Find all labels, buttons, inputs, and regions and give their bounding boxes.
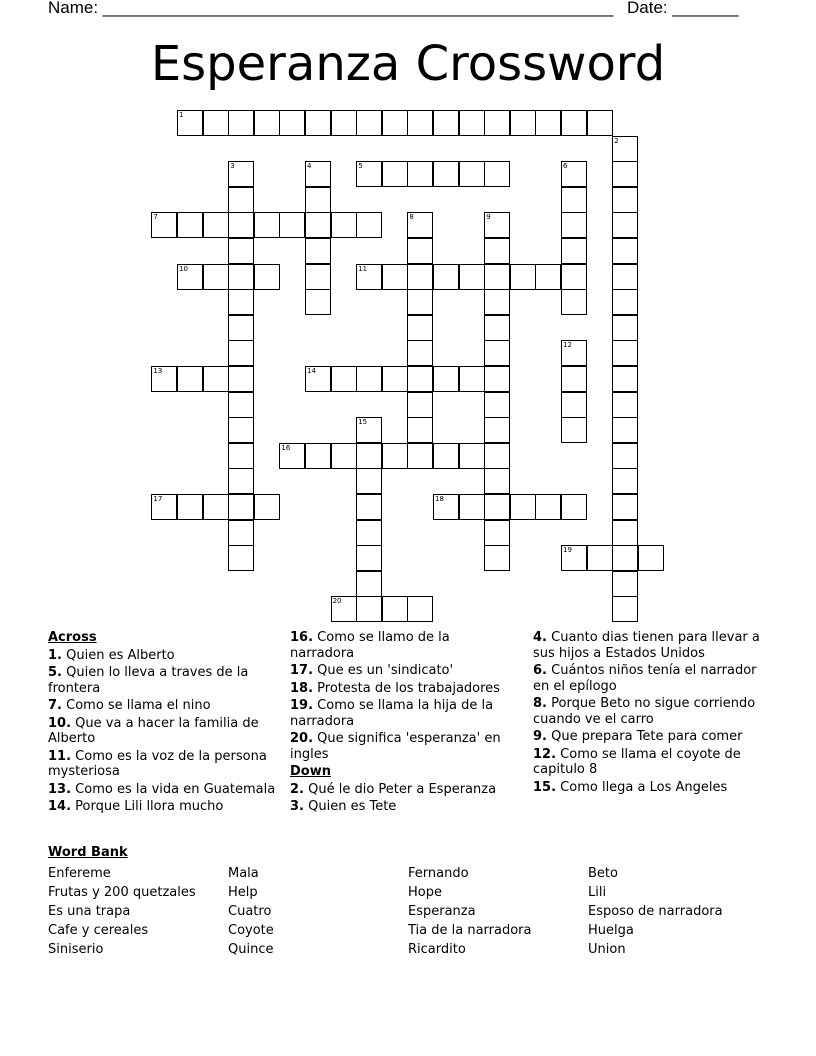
grid-cell[interactable] <box>305 212 331 238</box>
grid-cell[interactable] <box>612 161 638 187</box>
grid-cell[interactable] <box>484 161 510 187</box>
name-field[interactable]: Name: ______________________________________________________ <box>48 0 614 17</box>
grid-cell[interactable] <box>254 264 280 290</box>
grid-cell[interactable] <box>561 392 587 418</box>
grid-cell[interactable] <box>279 212 305 238</box>
grid-cell[interactable] <box>407 392 433 418</box>
grid-cell[interactable] <box>356 545 382 571</box>
grid-cell[interactable] <box>484 238 510 264</box>
clue-across-5: 5. Quien lo lleva a traves de la frontera <box>48 665 249 696</box>
clue-number: 17 <box>153 495 163 503</box>
word-bank-column-4 <box>588 864 723 959</box>
clue-down-3: 3. Quien es Tete <box>290 799 397 814</box>
grid-cell[interactable] <box>382 110 408 136</box>
clue-across-20: 20. Que significa 'esperanza' en ingles <box>290 731 501 762</box>
grid-cell[interactable] <box>228 161 254 187</box>
grid-cell[interactable] <box>407 264 433 290</box>
grid-cell[interactable] <box>561 238 587 264</box>
word-bank-item: Huelga <box>588 923 634 938</box>
word-bank-item: Ricardito <box>408 942 466 957</box>
word-bank-item: Beto <box>588 866 618 881</box>
grid-cell[interactable] <box>305 161 331 187</box>
clue-number: 20 <box>332 597 342 606</box>
word-bank-column-3 <box>408 864 532 959</box>
word-bank-column-2 <box>228 864 274 959</box>
grid-cell[interactable] <box>177 212 203 238</box>
grid-cell[interactable] <box>612 187 638 213</box>
grid-cell[interactable] <box>356 596 382 622</box>
grid-cell[interactable] <box>356 571 382 597</box>
grid-cell[interactable] <box>612 520 638 546</box>
grid-cell[interactable] <box>203 366 229 392</box>
grid-cell[interactable] <box>382 366 408 392</box>
grid-cell[interactable] <box>612 468 638 494</box>
grid-cell[interactable] <box>612 212 638 238</box>
grid-cell[interactable] <box>484 545 510 571</box>
clue-number: 19 <box>563 546 572 555</box>
clue-number: 4 <box>307 162 312 171</box>
grid-cell[interactable] <box>177 264 203 290</box>
grid-cell[interactable] <box>356 417 382 443</box>
clue-number: 18 <box>435 495 444 503</box>
clue-down-12: 12. Como se llama el coyote de capitulo 8 <box>533 746 741 777</box>
clues-column-3 <box>533 630 761 797</box>
grid-cell[interactable] <box>561 264 587 290</box>
grid-cell[interactable] <box>228 110 254 136</box>
grid-cell[interactable] <box>484 289 510 315</box>
word-bank-item: Es una trapa <box>48 904 131 919</box>
grid-cell[interactable] <box>535 264 561 290</box>
grid-cell[interactable] <box>305 443 331 469</box>
clue-number: 3 <box>230 162 235 171</box>
grid-cell[interactable] <box>587 110 613 136</box>
word-bank-item: Frutas y 200 quetzales <box>48 885 196 900</box>
clues-column-2 <box>290 630 518 817</box>
clue-across-17: 17. Que es un 'sindicato' <box>290 663 454 678</box>
grid-cell[interactable] <box>638 545 664 571</box>
clue-across-16: 16. Como se llamo de la narradora <box>290 630 450 661</box>
grid-cell[interactable] <box>612 315 638 341</box>
grid-cell[interactable] <box>612 340 638 366</box>
grid-cell[interactable] <box>228 392 254 418</box>
grid-cell[interactable] <box>561 340 587 366</box>
grid-cell[interactable] <box>484 494 510 520</box>
grid-cell[interactable] <box>228 340 254 366</box>
grid-cell[interactable] <box>254 494 280 520</box>
grid-cell[interactable] <box>484 264 510 290</box>
date-field[interactable]: Date: _______ <box>627 0 739 17</box>
clue-across-1: 1. Quien es Alberto <box>48 647 175 663</box>
grid-cell[interactable] <box>151 366 177 392</box>
word-bank-item: Hope <box>408 885 442 900</box>
grid-cell[interactable] <box>228 417 254 443</box>
grid-cell[interactable] <box>484 315 510 341</box>
grid-cell[interactable] <box>331 212 357 238</box>
page-title: Esperanza Crossword <box>150 36 666 92</box>
word-bank-item: Siniserio <box>48 942 104 957</box>
grid-cell[interactable] <box>407 110 433 136</box>
grid-cell[interactable] <box>407 212 433 238</box>
clue-across-7: 7. Como se llama el nino <box>48 698 211 713</box>
clue-across-19: 19. Como se llama la hija de la narradora <box>290 698 494 729</box>
grid-cell[interactable] <box>177 110 203 136</box>
grid-cell[interactable] <box>484 366 510 392</box>
clue-down-6: 6. Cuántos niños tenía el narrador en el epílogo <box>533 663 757 694</box>
word-bank-item: Fernando <box>408 866 469 881</box>
grid-cell[interactable] <box>407 340 433 366</box>
grid-cell[interactable] <box>612 596 638 622</box>
clue-number: 14 <box>307 367 316 375</box>
grid-cell[interactable] <box>459 110 485 136</box>
word-bank-item: Coyote <box>228 923 274 938</box>
grid-cell[interactable] <box>279 110 305 136</box>
word-bank-heading: Word Bank <box>48 845 128 860</box>
clue-number: 1 <box>179 111 184 119</box>
clues-column-1 <box>48 630 276 817</box>
grid-cell[interactable] <box>612 571 638 597</box>
clue-number: 8 <box>409 213 414 222</box>
grid-cell[interactable] <box>407 417 433 443</box>
grid-cell[interactable] <box>561 212 587 238</box>
grid-cell[interactable] <box>228 187 254 213</box>
clue-number: 6 <box>563 162 568 171</box>
grid-cell[interactable] <box>356 161 382 187</box>
grid-cell[interactable] <box>433 443 459 469</box>
grid-cell[interactable] <box>433 161 459 187</box>
grid-cell[interactable] <box>459 443 485 469</box>
grid-cell[interactable] <box>407 596 433 622</box>
grid-cell[interactable] <box>459 161 485 187</box>
grid-cell[interactable] <box>561 366 587 392</box>
clue-number: 13 <box>153 367 163 375</box>
clue-number: 11 <box>358 264 368 273</box>
grid-cell[interactable] <box>228 366 254 392</box>
grid-cell[interactable] <box>407 366 433 392</box>
grid-cell[interactable] <box>561 494 587 520</box>
grid-cell[interactable] <box>510 110 536 136</box>
grid-cell[interactable] <box>510 494 536 520</box>
word-bank-item: Esperanza <box>408 904 476 919</box>
grid-cell[interactable] <box>561 110 587 136</box>
grid-cell[interactable] <box>305 110 331 136</box>
grid-cell[interactable] <box>535 110 561 136</box>
grid-cell[interactable] <box>331 443 357 469</box>
clue-number: 16 <box>281 443 291 452</box>
clue-number: 7 <box>153 213 158 222</box>
grid-cell[interactable] <box>228 494 254 520</box>
clue-number: 12 <box>563 341 572 350</box>
grid-cell[interactable] <box>612 392 638 418</box>
grid-cell[interactable] <box>254 212 280 238</box>
grid-cell[interactable] <box>228 520 254 546</box>
grid-cell[interactable] <box>382 161 408 187</box>
grid-cell[interactable] <box>356 520 382 546</box>
grid-cell[interactable] <box>612 289 638 315</box>
word-bank-item: Cafe y cereales <box>48 923 149 938</box>
word-bank-item: Tia de la narradora <box>408 923 532 938</box>
grid-cell[interactable] <box>382 596 408 622</box>
clue-down-4: 4. Cuanto dias tienen para llevar a sus hijos a Estados Unidos <box>533 630 760 661</box>
grid-cell[interactable] <box>561 289 587 315</box>
grid-cell[interactable] <box>203 212 229 238</box>
grid-cell[interactable] <box>177 366 203 392</box>
grid-cell[interactable] <box>356 468 382 494</box>
grid-cell[interactable] <box>484 392 510 418</box>
grid-cell[interactable] <box>484 520 510 546</box>
clue-down-2: 2. Qué le dio Peter a Esperanza <box>290 781 497 797</box>
clue-number: 10 <box>179 264 188 273</box>
word-bank-item: Lili <box>588 885 607 900</box>
grid-cell[interactable] <box>612 443 638 469</box>
word-bank <box>48 845 768 957</box>
grid-cell[interactable] <box>612 417 638 443</box>
grid-cell[interactable] <box>407 315 433 341</box>
clue-across-10: 10. Que va a hacer la familia de Alberto <box>48 715 259 746</box>
grid-cell[interactable] <box>612 136 638 162</box>
grid-cell[interactable] <box>151 494 177 520</box>
grid-cell[interactable] <box>331 596 357 622</box>
grid-cell[interactable] <box>407 289 433 315</box>
clue-number: 15 <box>358 418 368 427</box>
grid-cell[interactable] <box>356 494 382 520</box>
grid-cell[interactable] <box>356 443 382 469</box>
grid-cell[interactable] <box>587 545 613 571</box>
grid-cell[interactable] <box>459 494 485 520</box>
grid-cell[interactable] <box>459 366 485 392</box>
grid-cell[interactable] <box>382 264 408 290</box>
word-bank-item: Esposo de narradora <box>588 904 723 919</box>
grid-cell[interactable] <box>484 340 510 366</box>
clue-across-18: 18. Protesta de los trabajadores <box>290 680 500 696</box>
grid-cell[interactable] <box>484 212 510 238</box>
grid-cell[interactable] <box>407 161 433 187</box>
clue-across-11: 11. Como es la voz de la persona mysteriosa <box>48 748 267 779</box>
grid-cell[interactable] <box>228 315 254 341</box>
grid-cell[interactable] <box>484 110 510 136</box>
clue-number: 2 <box>614 136 619 145</box>
grid-cell[interactable] <box>433 494 459 520</box>
grid-cell[interactable] <box>356 264 382 290</box>
grid-cell[interactable] <box>561 417 587 443</box>
clue-down-15: 15. Como llega a Los Angeles <box>533 779 728 795</box>
grid-cell[interactable] <box>612 238 638 264</box>
word-bank-item: Mala <box>228 866 259 881</box>
grid-cell[interactable] <box>484 443 510 469</box>
word-bank-item: Union <box>588 942 626 957</box>
grid-cell[interactable] <box>459 264 485 290</box>
grid-cell[interactable] <box>561 187 587 213</box>
grid-cell[interactable] <box>279 443 305 469</box>
clue-number: 5 <box>358 162 363 171</box>
grid-cell[interactable] <box>151 212 177 238</box>
grid-cell[interactable] <box>228 264 254 290</box>
clue-down-8: 8. Porque Beto no sigue corriendo cuando ve el carro <box>533 696 756 727</box>
word-bank-item: Quince <box>228 942 274 957</box>
grid-cell[interactable] <box>305 289 331 315</box>
grid-cell[interactable] <box>203 264 229 290</box>
grid-cell[interactable] <box>203 110 229 136</box>
grid-cell[interactable] <box>305 238 331 264</box>
across-heading: Across <box>48 630 97 645</box>
grid-cell[interactable] <box>356 366 382 392</box>
grid-cell[interactable] <box>356 212 382 238</box>
word-bank-item: Help <box>228 885 258 900</box>
grid-cell[interactable] <box>612 264 638 290</box>
grid-cell[interactable] <box>228 545 254 571</box>
grid-cell[interactable] <box>484 468 510 494</box>
grid-cell[interactable] <box>305 366 331 392</box>
grid-cell[interactable] <box>484 417 510 443</box>
down-heading: Down <box>290 764 331 779</box>
grid-cell[interactable] <box>331 366 357 392</box>
grid-cell[interactable] <box>561 161 587 187</box>
word-bank-item: Enfereme <box>48 866 111 881</box>
grid-cell[interactable] <box>612 366 638 392</box>
grid-cell[interactable] <box>305 264 331 290</box>
grid-cell[interactable] <box>228 443 254 469</box>
grid-cell[interactable] <box>305 187 331 213</box>
grid-cell[interactable] <box>510 264 536 290</box>
clue-number: 9 <box>486 213 491 222</box>
grid-cell[interactable] <box>228 468 254 494</box>
grid-cell[interactable] <box>433 110 459 136</box>
grid-cell[interactable] <box>228 289 254 315</box>
grid-cell[interactable] <box>382 443 408 469</box>
clue-across-14: 14. Porque Lili llora mucho <box>48 799 224 814</box>
grid-cell[interactable] <box>228 238 254 264</box>
grid-cell[interactable] <box>407 238 433 264</box>
grid-cell[interactable] <box>561 545 587 571</box>
grid-cell[interactable] <box>407 443 433 469</box>
grid-cell[interactable] <box>356 110 382 136</box>
grid-cell[interactable] <box>177 494 203 520</box>
grid-cell[interactable] <box>433 366 459 392</box>
grid-cell[interactable] <box>254 110 280 136</box>
clue-down-9: 9. Que prepara Tete para comer <box>533 729 743 744</box>
clue-across-13: 13. Como es la vida en Guatemala <box>48 781 276 797</box>
grid-cell[interactable] <box>203 494 229 520</box>
grid-cell[interactable] <box>331 110 357 136</box>
grid-cell[interactable] <box>612 545 638 571</box>
grid-cell[interactable] <box>535 494 561 520</box>
grid-cell[interactable] <box>433 264 459 290</box>
word-bank-column-1 <box>48 864 196 959</box>
word-bank-item: Cuatro <box>228 904 272 919</box>
grid-cell[interactable] <box>612 494 638 520</box>
grid-cell[interactable] <box>228 212 254 238</box>
